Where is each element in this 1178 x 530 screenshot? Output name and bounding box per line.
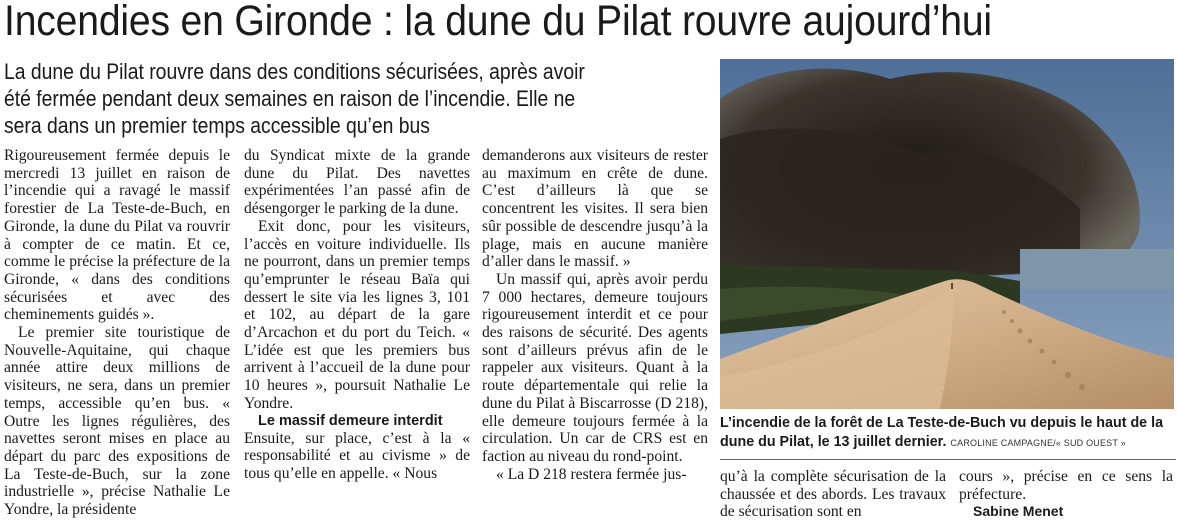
subheading: Le massif demeure interdit: [258, 412, 443, 429]
photo-caption: [720, 414, 1176, 453]
paragraph: Le premier site touristique de Nouvelle-Aquitaine, qui chaque année attire deux millions de visiteurs, ne sera, dans un premier temps, accessible qu’en bus. « Outre les lignes régulières, des navettes seront mises en place au départ du parc des expositions de La Teste-de-Buch, sur la zone industrielle », précise Nathalie Le Yondre, la présidente: [4, 324, 230, 519]
dune-fire-photo: [720, 59, 1174, 409]
author-signature: Sabine Menet: [973, 503, 1064, 520]
paragraph: Rigoureusement fermée depuis le mercredi 13 juillet en raison de l’incendie qui a ravagé le massif forestier de La Teste-de-Buch, en Gironde, la dune du Pilat va rouvrir à compter de ce matin. Et ce, comme le précise la préfecture de la Gironde, « dans des conditions sécurisées et avec des cheminements guidés ».: [4, 147, 230, 324]
paragraph: Un massif qui, après avoir perdu 7 000 hectares, demeure toujours rigoureusement interdit et ce pour des raisons de sécurité. Des agents sont d’ailleurs prévus afin de le rappeler aux visiteurs. Quant à la route départementale qui relie la dune du Pilat à Biscarrosse (D 218), elle demeure toujours fermée à la circulation. Un car de CRS est en faction au niveau du rond-point.: [482, 270, 708, 465]
column-2: [244, 147, 470, 483]
column-1: [4, 147, 230, 519]
paragraph-continued: cours », précise en ce sens la préfecture.: [959, 468, 1173, 503]
caption-divider: [720, 459, 1176, 460]
paragraph: Ensuite, sur place, c’est à la « responsabilité et au civisme » de tous qu’elle en appelle. « Nous: [244, 429, 470, 482]
paragraph: « La D 218 restera fermée jus-: [496, 465, 687, 483]
headline: Incendies en Gironde : la dune du Pilat rouvre aujourd’hui: [4, 0, 992, 45]
paragraph-continued: du Syndicat mixte de la grande dune du Pilat. Des navettes expérimentées l’an passé afin de désengorger le parking de la dune.: [244, 147, 470, 218]
paragraph-continued: qu’à la complète sécurisation de la chaussée et des abords. Les travaux de sécurisation sont en: [720, 468, 946, 521]
column-4-right: [959, 468, 1173, 521]
paragraph: Exit donc, pour les visiteurs, l’accès en voiture individuelle. Ils ne pourront, dans un premier temps qu’emprunter le réseau Baïa qui dessert le site via les lignes 3, 101 et 102, au départ de la gare d’Arcachon et du port du Teich. « L’idée est que les premiers bus arrivent à l’accueil de la dune pour 10 heures », poursuit Nathalie Le Yondre.: [244, 217, 470, 412]
column-3: [482, 147, 708, 483]
photo-credit: CAROLINE CAMPAGNE/« SUD OUEST »: [950, 438, 1126, 448]
caption-text: L’incendie de la forêt de La Teste-de-Buch vu depuis le haut de la dune du Pilat, le 13 juillet dernier.: [720, 415, 1164, 450]
column-4-left: [720, 468, 946, 521]
paragraph-continued: demanderons aux visiteurs de rester au maximum en crête de dune. C’est d’ailleurs là que se concentrent les visites. Il sera bien sûr possible de descendre jusqu’à la plage, mais en aucune manière d’aller dans le massif. »: [482, 147, 708, 271]
lead-paragraph: La dune du Pilat rouvre dans des conditions sécurisées, après avoir été fermée pendant deux semaines en raison de l’incendie. Elle ne sera dans un premier temps accessible qu’en bus: [4, 59, 585, 138]
